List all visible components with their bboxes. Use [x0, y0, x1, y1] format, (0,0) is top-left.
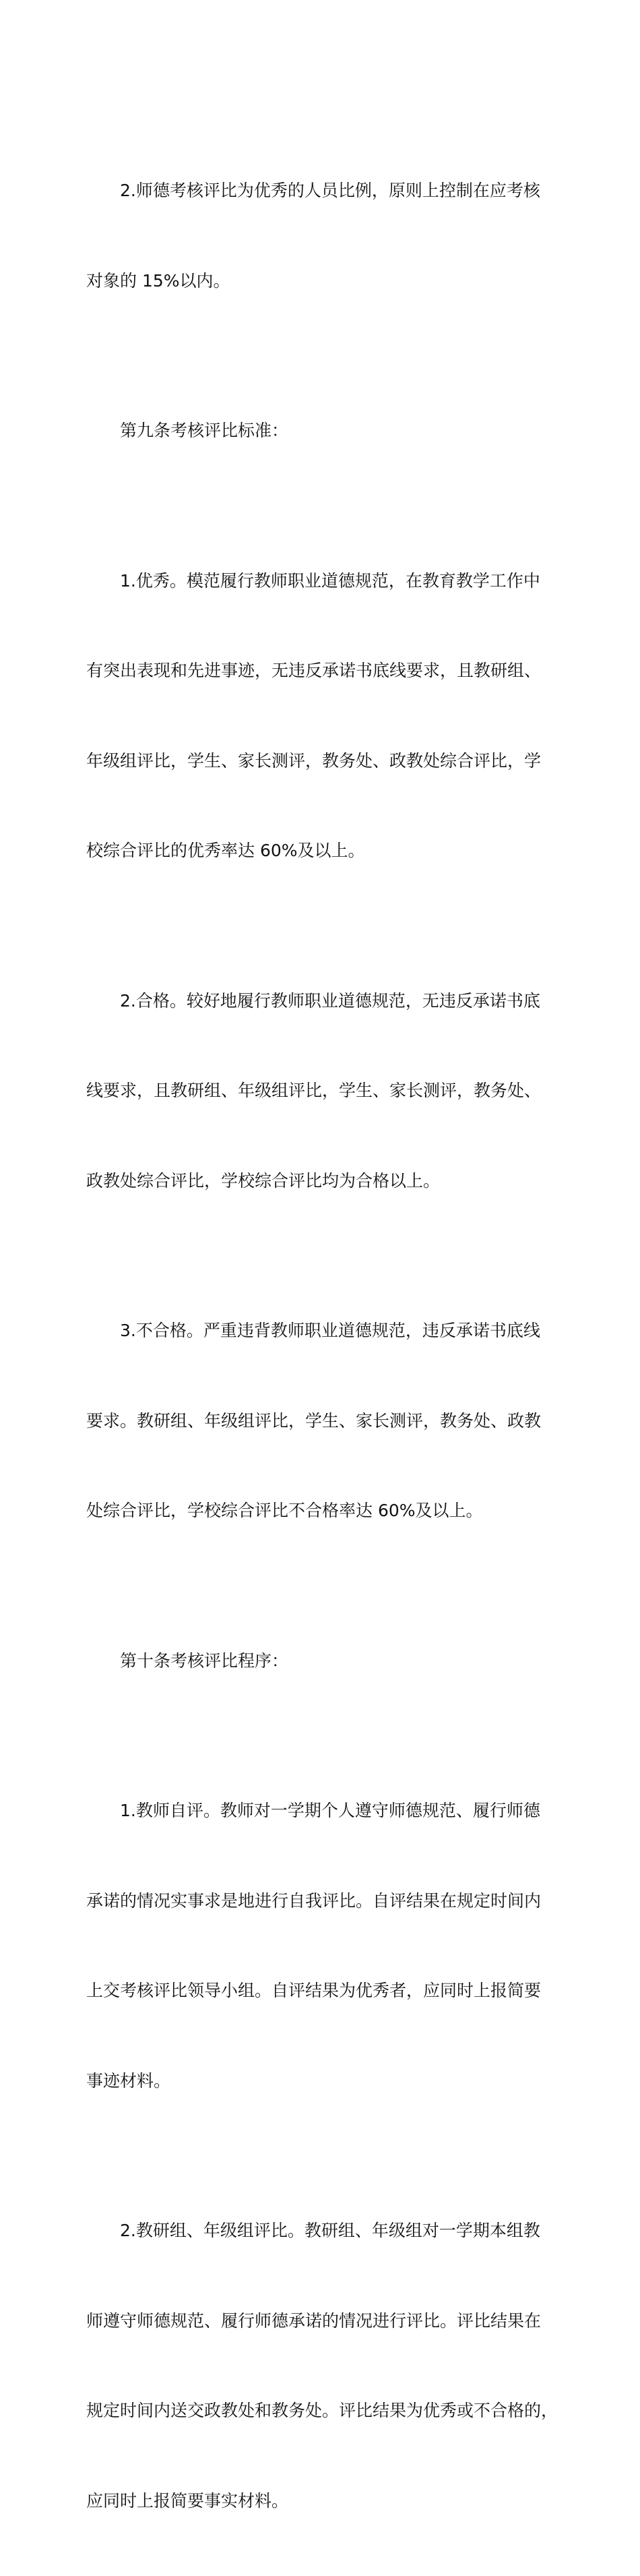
text-line: 要求。教研组、年级组评比，学生、家长测评，教务处、政教 — [86, 1410, 542, 1431]
text-line: 线要求，且教研组、年级组评比，学生、家长测评，教务处、 — [86, 1081, 542, 1100]
text-line: 上交考核评比领导小组。自评结果为优秀者，应同时上报简要 — [86, 1981, 542, 2000]
text-line: 3.不合格。严重违背教师职业道德规范，违反承诺书底线 — [120, 1321, 540, 1340]
text-line: 应同时上报简要事实材料。 — [86, 2490, 289, 2511]
text-line: 有突出表现和先进事迹，无违反承诺书底线要求，且教研组、 — [86, 661, 542, 680]
text-line: 事迹材料。 — [86, 2070, 171, 2091]
text-line: 规定时间内送交政教处和教务处。评比结果为优秀或不合格的， — [86, 2401, 558, 2420]
text-line: 承诺的情况实事求是地进行自我评比。自评结果在规定时间内 — [86, 1890, 542, 1911]
text-line: 政教处综合评比，学校综合评比均为合格以上。 — [86, 1170, 441, 1191]
article-9-heading — [86, 356, 566, 506]
paragraph-qualified — [86, 926, 566, 1257]
text-line: 2.合格。较好地履行教师职业道德规范，无违反承诺书底 — [120, 990, 540, 1011]
text-line: 1.优秀。模范履行教师职业道德规范，在教育教学工作中 — [120, 570, 540, 591]
text-line: 年级组评比，学生、家长测评，教务处、政教处综合评比，学 — [86, 750, 542, 771]
paragraph-unqualified — [86, 1256, 566, 1586]
text-line: 校综合评比的优秀率达 60%及以上。 — [86, 841, 365, 860]
paragraph-excellent-ratio — [86, 116, 566, 356]
paragraph-self-evaluation — [86, 1736, 566, 2156]
text-line: 师遵守师德规范、履行师德承诺的情况进行评比。评比结果在 — [86, 2310, 542, 2331]
text-line: 处综合评比，学校综合评比不合格率达 60%及以上。 — [86, 1501, 483, 1520]
text-line: 2.师德考核评比为优秀的人员比例，原则上控制在应考核 — [120, 181, 540, 200]
paragraph-group-evaluation — [86, 2156, 566, 2576]
text-line: 第十条考核评比程序： — [120, 1650, 289, 1671]
text-line: 1.教师自评。教师对一学期个人遵守师德规范、履行师德 — [120, 1801, 540, 1820]
document-body — [86, 116, 566, 2576]
article-10-heading — [86, 1586, 566, 1737]
text-line: 第九条考核评比标准： — [120, 421, 289, 440]
text-line: 2.教研组、年级组评比。教研组、年级组对一学期本组教 — [120, 2221, 540, 2240]
paragraph-excellent — [86, 506, 566, 926]
text-line: 对象的 15%以内。 — [86, 270, 230, 291]
